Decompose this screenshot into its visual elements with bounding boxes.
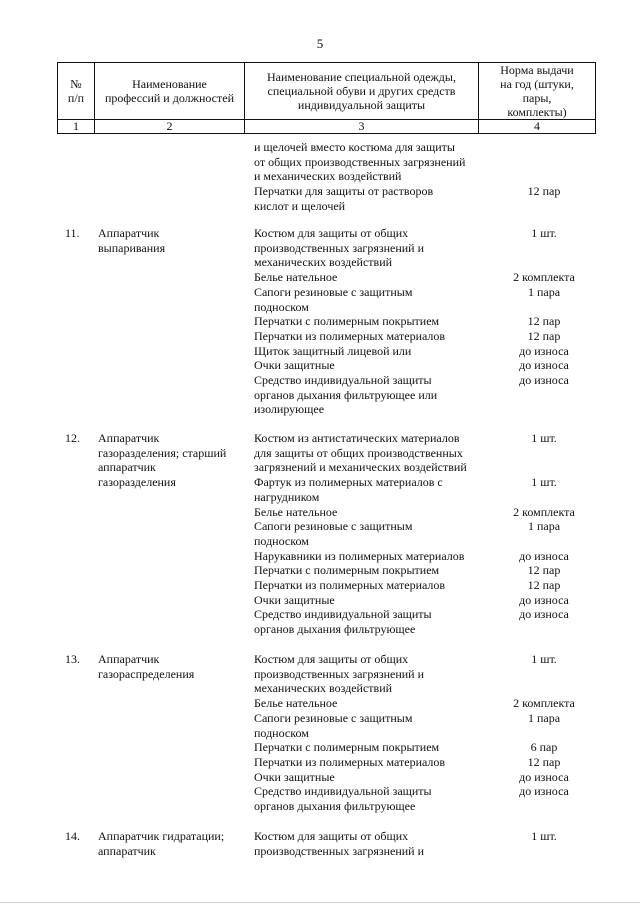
norm-value: 1 шт.: [531, 829, 557, 843]
col-number-1: 1: [58, 120, 95, 134]
entry-norms: [496, 431, 592, 637]
item-line: подноском: [254, 299, 309, 314]
norm-value: 1 шт.: [531, 226, 557, 240]
entry-norms: [496, 829, 592, 858]
item-line: органов дыхания фильтрующее: [254, 622, 416, 637]
norm-value: до износа: [519, 769, 569, 784]
entry-items: [254, 226, 509, 417]
entry-number: 14.: [65, 829, 80, 843]
norm-value: [496, 199, 592, 214]
item-line: загрязнений и механических воздействий: [254, 460, 467, 475]
item-line: производственных загрязнений и: [254, 843, 425, 858]
item-line: Перчатки из полимерных материалов: [254, 578, 446, 593]
item-line: Перчатки с полимерным покрытием: [254, 740, 440, 755]
entry-profession: Аппаратчик выпаривания: [98, 226, 166, 255]
item-line: Фартук из полимерных материалов с: [254, 475, 443, 490]
norm-value: до износа: [519, 607, 569, 622]
item-line: Очки защитные: [254, 592, 335, 607]
entry-norms: [496, 652, 592, 814]
norm-value: 1 шт.: [531, 431, 557, 445]
entry-profession: Аппаратчик газоразделения; старший аппаратчик газоразделения: [98, 431, 227, 490]
norm-value: 12 пар: [527, 184, 561, 199]
norm-value: до износа: [519, 373, 569, 388]
entry-number: 12.: [65, 431, 80, 445]
norm-value: 1 пара: [527, 710, 561, 725]
item-line: Средство индивидуальной защиты: [254, 784, 432, 799]
norm-value: 2 комплекта: [513, 270, 575, 285]
norm-value: [496, 490, 592, 505]
item-line: Сапоги резиновые с защитным: [254, 284, 413, 299]
norm-value: до износа: [519, 592, 569, 607]
item-line: механических воздействий: [254, 681, 393, 696]
norm-value: 2 комплекта: [513, 504, 575, 519]
page-number: 5: [316, 36, 324, 51]
item-line: Средство индивидуальной защиты: [254, 373, 432, 388]
continuation-norms: [496, 140, 592, 214]
norm-value: 12 пар: [527, 314, 561, 329]
norm-value: [496, 446, 592, 461]
entry-profession: Аппаратчик гидратации; аппаратчик: [98, 829, 225, 858]
col-header-profession-text: Наименование профессий и должностей: [104, 77, 234, 105]
item-line: Костюм для защиты от общих: [254, 226, 409, 240]
item-line: Перчатки для защиты от растворов: [254, 184, 434, 199]
norm-value: 1 пара: [527, 284, 561, 299]
norm-value: [496, 300, 592, 315]
item-line: Нарукавники из полимерных материалов: [254, 548, 465, 563]
item-line: изолирующее: [254, 402, 325, 417]
item-line: Перчатки из полимерных материалов: [254, 754, 446, 769]
norm-value: [496, 844, 592, 859]
item-line: кислот и щелочей: [254, 198, 346, 213]
item-line: для защиты от общих производственных: [254, 445, 463, 460]
norm-value: [496, 241, 592, 256]
norm-value: [496, 460, 592, 475]
norm-value: [496, 155, 592, 170]
col-header-number-text: № п/п: [67, 77, 85, 105]
entry-items: [254, 431, 509, 637]
entry-number: 11.: [65, 226, 80, 240]
entry-items: [254, 829, 509, 858]
item-line: подноском: [254, 725, 309, 740]
norm-value: до износа: [519, 784, 569, 799]
norm-value: 12 пар: [527, 328, 561, 343]
item-line: Белье нательное: [254, 270, 338, 285]
col-header-equipment-text: Наименование специальной одежды, специальной обуви и других средств индивидуальной защиты: [267, 70, 456, 112]
norm-value: [496, 140, 592, 155]
item-line: подноском: [254, 533, 309, 548]
item-line: Очки защитные: [254, 769, 335, 784]
norm-value: 1 шт.: [531, 652, 557, 666]
item-line: Белье нательное: [254, 696, 338, 711]
item-line: Очки защитные: [254, 358, 335, 373]
entry-number: 13.: [65, 652, 80, 666]
item-line: Средство индивидуальной защиты: [254, 607, 432, 622]
norm-value: [496, 667, 592, 682]
norms-table-header: [57, 62, 596, 134]
item-line: Щиток защитный лицевой или: [254, 343, 412, 358]
col-number-4: 4: [479, 120, 596, 134]
item-line: Костюм из антистатических материалов: [254, 431, 460, 445]
item-line: Перчатки с полимерным покрытием: [254, 314, 440, 329]
norm-value: [496, 255, 592, 270]
item-line: Сапоги резиновые с защитным: [254, 710, 413, 725]
norm-value: до износа: [519, 343, 569, 358]
norm-value: [496, 169, 592, 184]
item-line: Костюм для защиты от общих: [254, 652, 409, 666]
item-line: и щелочей вместо костюма для защиты: [254, 140, 455, 154]
entry-profession: Аппаратчик газораспределения: [98, 652, 195, 681]
norm-value: до износа: [519, 358, 569, 373]
item-line: Костюм для защиты от общих: [254, 829, 409, 843]
norm-value: 12 пар: [527, 563, 561, 578]
item-line: Сапоги резиновые с защитным: [254, 519, 413, 534]
item-line: нагрудником: [254, 489, 320, 504]
norm-value: 12 пар: [527, 578, 561, 593]
item-line: и механических воздействий: [254, 169, 402, 184]
entry-norms: [496, 226, 592, 417]
item-line: органов дыхания фильтрующее или: [254, 387, 438, 402]
norm-value: 6 пар: [530, 740, 558, 755]
item-line: Перчатки с полимерным покрытием: [254, 563, 440, 578]
norm-value: 12 пар: [527, 754, 561, 769]
norm-value: [496, 534, 592, 549]
item-line: Белье нательное: [254, 504, 338, 519]
item-line: органов дыхания фильтрующее: [254, 799, 416, 814]
entry-items: [254, 652, 509, 814]
col-header-norm-text: Норма выдачи на год (штуки, пары, комплекты): [500, 63, 574, 119]
col-header-equipment: [245, 63, 479, 120]
norm-value: [496, 726, 592, 741]
item-line: производственных загрязнений и: [254, 240, 425, 255]
col-header-number: [58, 63, 95, 120]
item-line: производственных загрязнений и: [254, 666, 425, 681]
scan-edge-line: [0, 902, 640, 903]
norm-value: [496, 402, 592, 417]
col-number-3: 3: [245, 120, 479, 134]
norm-value: 1 пара: [527, 519, 561, 534]
col-number-2: 2: [95, 120, 245, 134]
norm-value: 1 шт.: [531, 475, 557, 490]
norm-value: [496, 388, 592, 403]
norm-value: [496, 799, 592, 814]
item-line: механических воздействий: [254, 255, 393, 270]
norm-value: [496, 681, 592, 696]
col-header-profession: [95, 63, 245, 120]
col-header-norm: [479, 63, 596, 120]
norm-value: [496, 622, 592, 637]
item-line: Перчатки из полимерных материалов: [254, 328, 446, 343]
norm-value: 2 комплекта: [513, 696, 575, 711]
continuation-items: [254, 140, 509, 214]
norm-value: до износа: [519, 548, 569, 563]
item-line: от общих производственных загрязнений: [254, 154, 466, 169]
